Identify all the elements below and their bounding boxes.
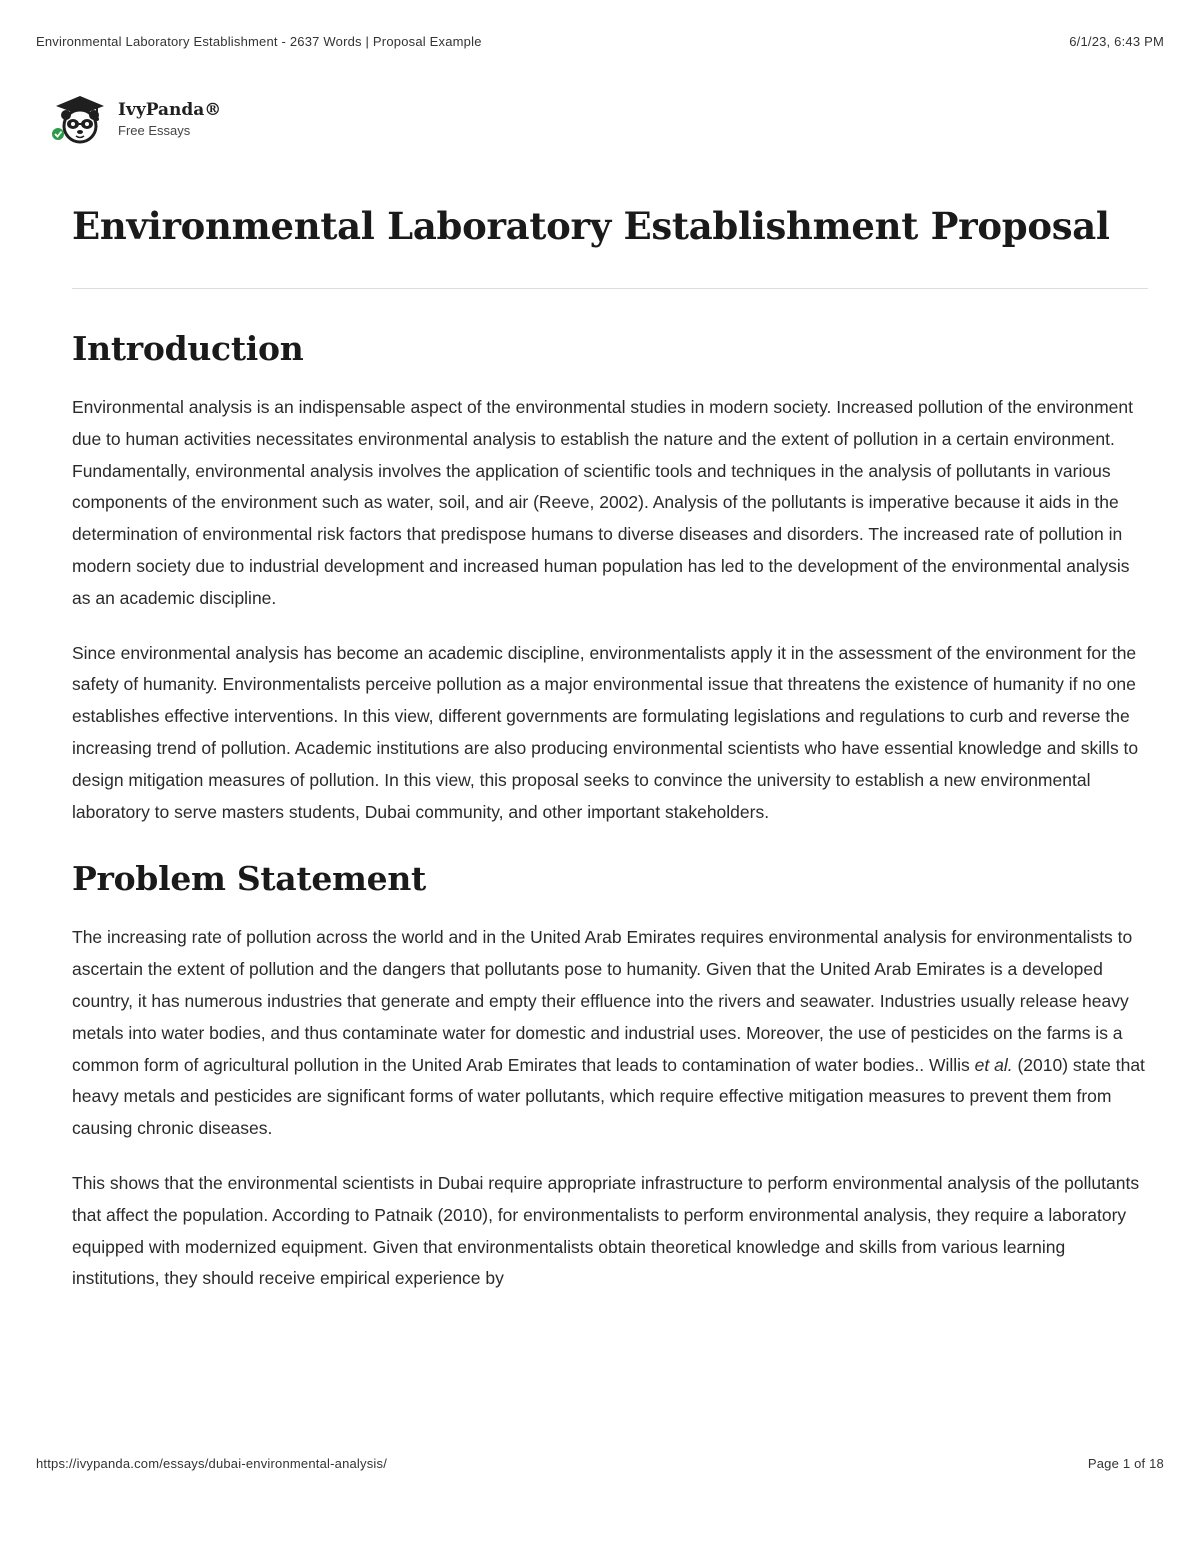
- print-footer: [36, 1456, 1164, 1474]
- panda-graduate-icon: [52, 94, 108, 146]
- section-heading-problem-statement: Problem Statement: [72, 859, 426, 899]
- section-heading-introduction: Introduction: [72, 329, 304, 368]
- print-header-date: 6/1/23, 6:43 PM: [1069, 34, 1164, 49]
- page-title: Environmental Laboratory Establishment Proposal: [72, 204, 1110, 248]
- title-divider: [72, 288, 1148, 289]
- footer-url-link[interactable]: https://ivypanda.com/essays/dubai-environmental-analysis/: [36, 1456, 388, 1471]
- print-header: [36, 34, 1164, 52]
- footer-page-number: Page 1 of 18: [1087, 1456, 1164, 1471]
- problem-paragraph-1-text-start: The increasing rate of pollution across the world and in the United Arab Emirates requires environmental analysis for environmentalists to ascertain the extent of pollution and the dangers that pollutants pose to humanity. Given that the United Arab Emirates is a developed country, it has numerous industries that generate and empty their effluence into the rivers and seawater. Industries usually release heavy metals into water bodies, and thus contaminate water for domestic and industrial uses. Moreover, the use of pesticides on the farms is a common form of agricultural pollution in the United Arab Emirates that leads to contamination of water bodies.. Willis: [72, 927, 1133, 1075]
- introduction-paragraph-2: Since environmental analysis has become an academic discipline, environmentalists apply it in the assessment of the environment for the safety of humanity. Environmentalists perceive pollution as a major environmental issue that threatens the existence of humanity if no one establishes effective interventions. In this view, different governments are formulating legislations and regulations to curb and reverse the increasing trend of pollution. Academic institutions are also producing environmental scientists who have essential knowledge and skills to design mitigation measures of pollution. In this view, this proposal seeks to convince the university to establish a new environmental laboratory to serve masters students, Dubai community, and other important stakeholders.: [72, 642, 1139, 822]
- introduction-paragraph-1: Environmental analysis is an indispensable aspect of the environmental studies in modern society. Increased pollution of the environment due to human activities necessitates environmental analysis to establish the nature and the extent of pollution in a certain environment. Fundamentally, environmental analysis involves the application of scientific tools and techniques in the analysis of pollutants in various components of the environment such as water, soil, and air (Reeve, 2002). Analysis of the pollutants is imperative because it aids in the determination of environmental risk factors that predispose humans to diverse diseases and disorders. The increased rate of pollution in modern society due to industrial development and increased human population has led to the development of the environmental analysis as an academic discipline.: [72, 397, 1133, 608]
- site-logo[interactable]: [52, 94, 252, 146]
- logo-brand-name: IvyPanda®: [118, 100, 222, 120]
- problem-paragraph-2: This shows that the environmental scientists in Dubai require appropriate infrastructure to perform environmental analysis of the pollutants that affect the population. According to Patnaik (2010), for environmentalists to perform environmental analysis, they require a laboratory equipped with modernized equipment. Given that environmentalists obtain theoretical knowledge and skills from various learning institutions, they should receive empirical experience by: [72, 1172, 1140, 1289]
- print-header-title: Environmental Laboratory Establishment - 2637 Words | Proposal Example: [36, 34, 482, 49]
- problem-paragraph-1: [72, 922, 1148, 1145]
- problem-paragraph-1-text-end: (2010) state that heavy metals and pesticides are significant forms of water pollutants, which require effective mitigation measures to prevent them from causing chronic diseases.: [72, 1054, 1145, 1139]
- citation-et-al: et al.: [974, 1054, 1013, 1075]
- article-content: [72, 198, 1148, 1318]
- logo-tagline: Free Essays: [118, 123, 191, 138]
